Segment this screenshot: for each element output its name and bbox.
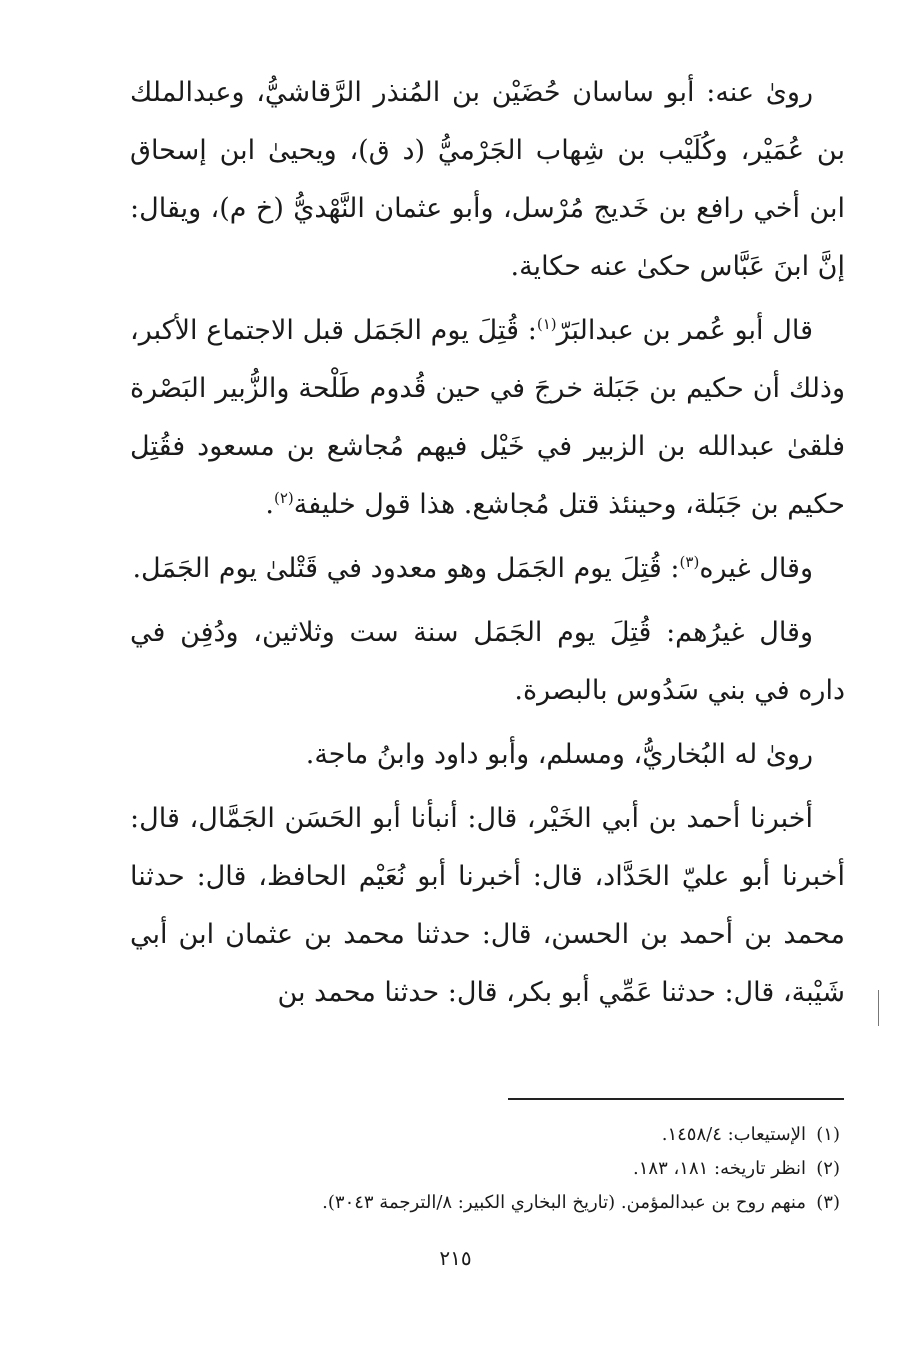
footnote-text: الإستيعاب: ١٤٥٨/٤. [661, 1124, 806, 1145]
paragraph-other-view [130, 540, 845, 598]
paragraph-text: قال أبو عُمر بن عبدالبَرّ [556, 315, 813, 346]
paragraph-text: روىٰ له البُخاريُّ، ومسلم، وأبو داود وابنُ ماجة. [305, 739, 813, 770]
footnote-number: (٣) [816, 1192, 840, 1213]
footnote-text: منهم روح بن عبدالمؤمن. (تاريخ البخاري الكبير: ٨/الترجمة ٣٠٤٣). [322, 1192, 806, 1213]
paragraph-text: : قُتِلَ يوم الجَمَل وهو معدود في قَتْلىٰ يوم الجَمَل. [132, 553, 680, 584]
footnote-ref-1[interactable]: (١) [536, 315, 557, 333]
footnote-number: (٢) [816, 1158, 840, 1179]
footnote-text: انظر تاريخه: ١٨١، ١٨٣. [633, 1158, 806, 1179]
paragraph-text: أخبرنا أحمد بن أبي الخَيْر، قال: أنبأنا أبو الحَسَن الجَمَّال، قال: أخبرنا أبو عليّ الحَدَّاد، قال: أخبرنا أبو نُعَيْم الحافظ، قال: حدثنا محمد بن أحمد بن الحسن، قال: حدثنا محمد بن عثمان ابن أبي شَيْبة، قال: حدثنا عَمِّي أبو بكر، قال: حدثنا محمد بن [130, 803, 845, 1008]
paragraph-narrators [130, 64, 845, 296]
footnote-divider [508, 1098, 844, 1100]
paragraph-text: وقال غيرُهم: قُتِلَ يوم الجَمَل سنة ست وثلاثين، ودُفِن في داره في بني سَدُوس بالبصرة. [130, 617, 845, 706]
paragraph-text: : قُتِلَ يوم الجَمَل قبل الاجتماع الأكبر، وذلك أن حكيم بن جَبَلة خرجَ في حين قُدوم طَلْحة والزُّبير البَصْرة فلقىٰ عبدالله بن الزبير في خَيْل فيهم مُجاشع بن مسعود فقُتِل حكيم بن جَبَلة، وحينئذ قتل مُجاشع. هذا قول خليفة [130, 315, 845, 520]
paragraph-burial [130, 604, 845, 720]
paragraph-isnad [130, 790, 845, 1022]
paragraph-transmitters [130, 726, 845, 784]
main-text [130, 64, 845, 1028]
footnote-ref-2[interactable]: (٢) [273, 489, 294, 507]
footnote-ref-3[interactable]: (٣) [679, 553, 700, 571]
margin-mark [878, 990, 879, 1026]
paragraph-text: روىٰ عنه: أبو ساسان حُضَيْن بن المُنذر الرَّقاشيُّ، وعبدالملك بن عُمَيْر، وكُلَيْب بن شِهاب الجَرْميُّ (د ق)، ويحيىٰ ابن إسحاق ابن أخي رافع بن خَديج مُرْسل، وأبو عثمان النَّهْديُّ (خ م)، ويقال: إنَّ ابنَ عَبَّاس حكىٰ عنه حكاية. [130, 77, 845, 282]
footnote-2 [200, 1152, 840, 1186]
paragraph-text: . [265, 489, 274, 520]
footnote-1 [200, 1118, 840, 1152]
paragraph-text: وقال غيره [699, 553, 813, 584]
footnote-number: (١) [816, 1124, 840, 1145]
paragraph-ibn-abdulbarr [130, 302, 845, 534]
footnotes [200, 1118, 840, 1220]
page-number: ٢١٥ [439, 1246, 472, 1270]
footnote-3 [200, 1186, 840, 1220]
